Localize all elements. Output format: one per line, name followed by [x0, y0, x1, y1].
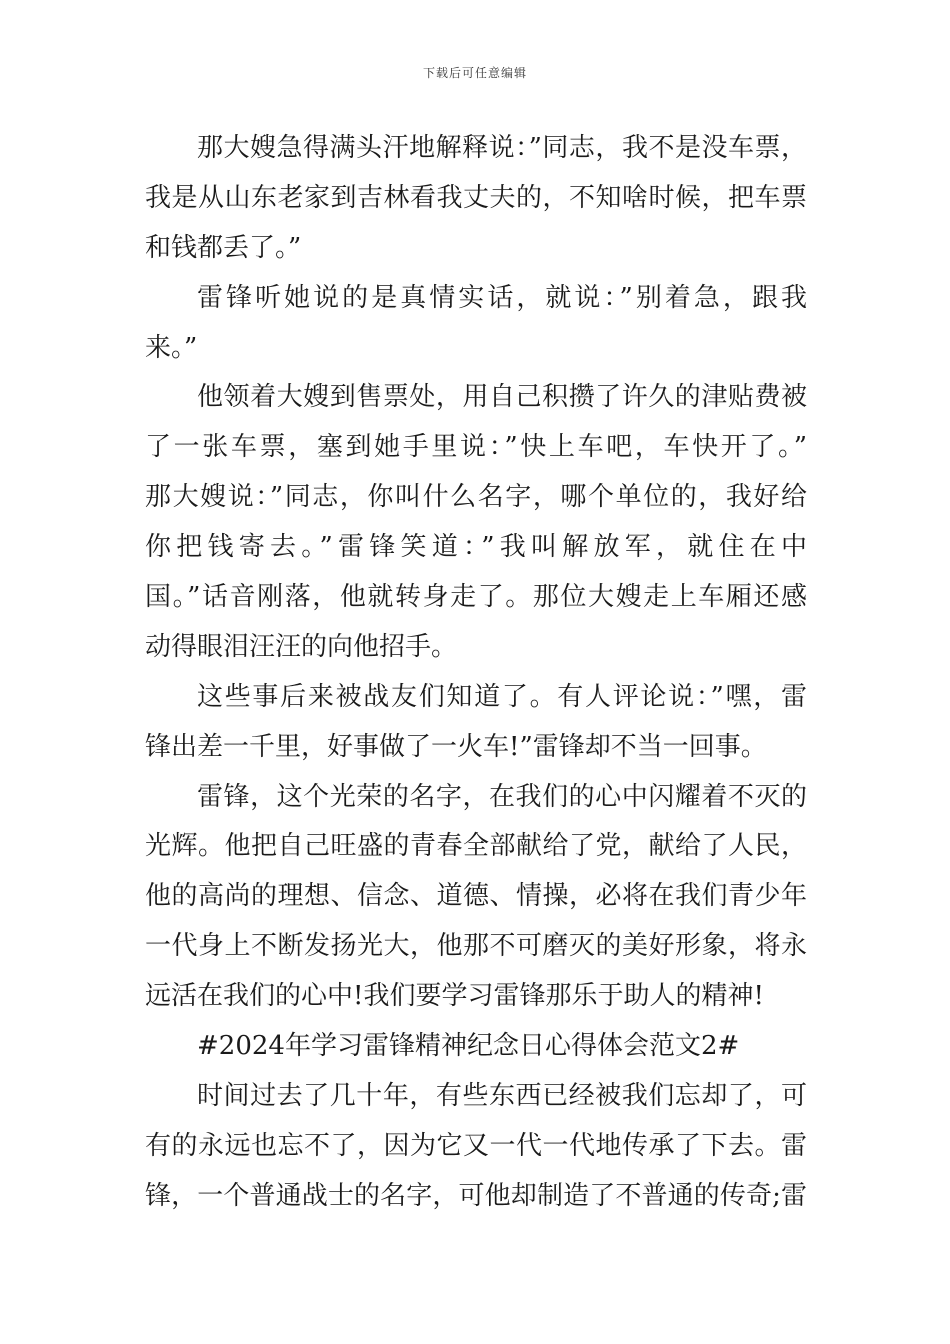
text-line: 这些事后来被战友们知道了。有人评论说：”嘿，雷	[197, 681, 807, 712]
text-line: 来。”	[145, 332, 198, 363]
header-note: 下载后可任意编辑	[422, 66, 527, 80]
text-line: 雷锋听她说的是真情实话，就说：”别着急，跟我	[197, 282, 807, 313]
text-line: 了一张车票，塞到她手里说：”快上车吧，车快开了。”	[145, 432, 807, 463]
text-line: 他的高尚的理想、信念、道德、情操，必将在我们青少年	[145, 881, 807, 912]
text-line: 时间过去了几十年，有些东西已经被我们忘却了，可	[197, 1080, 807, 1111]
text-line: 雷锋，这个光荣的名字，在我们的心中闪耀着不灭的	[197, 781, 807, 812]
text-line: 和钱都丢了。”	[145, 232, 302, 263]
text-line: 国。”话音刚落，他就转身走了。那位大嫂走上车厢还感	[145, 582, 807, 613]
text-line: 远活在我们的心中!我们要学习雷锋那乐于助人的精神!	[145, 981, 764, 1012]
text-line: #2024年学习雷锋精神纪念日心得体会范文2#	[197, 1031, 740, 1062]
text-line: 锋出差一千里，好事做了一火车!”雷锋却不当一回事。	[145, 731, 767, 762]
text-line: 一代身上不断发扬光大，他那不可磨灭的美好形象，将永	[145, 931, 807, 962]
text-line: 锋，一个普通战士的名字，可他却制造了不普通的传奇;雷	[145, 1180, 807, 1211]
text-line: 你把钱寄去。”雷锋笑道：”我叫解放军，就住在中	[145, 532, 807, 563]
text-line: 光辉。他把自己旺盛的青春全部献给了党，献给了人民，	[145, 831, 807, 862]
text-line: 动得眼泪汪汪的向他招手。	[145, 631, 458, 662]
text-line: 有的永远也忘不了，因为它又一代一代地传承了下去。雷	[145, 1130, 807, 1161]
text-line: 那大嫂说：”同志，你叫什么名字，哪个单位的，我好给	[145, 482, 807, 513]
text-line: 我是从山东老家到吉林看我丈夫的，不知啥时候，把车票	[145, 182, 807, 213]
text-line: 那大嫂急得满头汗地解释说：”同志，我不是没车票，	[197, 133, 807, 163]
text-line: 他领着大嫂到售票处，用自己积攒了许久的津贴费被	[197, 382, 807, 413]
body-text	[145, 124, 807, 1222]
